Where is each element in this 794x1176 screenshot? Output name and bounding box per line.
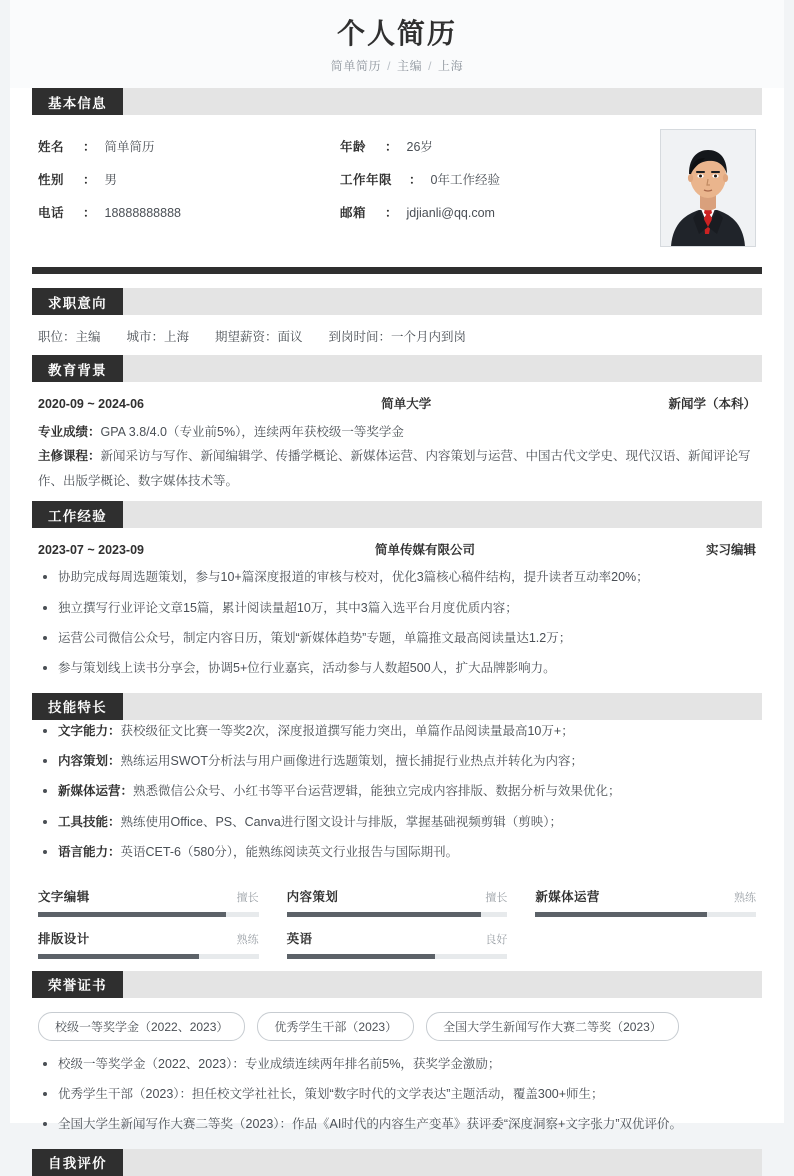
education-courses: 主修课程：新闻采访与写作、新闻编辑学、传播学概论、新媒体运营、内容策划与运营、中国古代文学史、现代汉语、新闻评论写作、出版学概论、数字媒体技术等。 [38, 449, 751, 488]
field-value: 简单简历 [104, 140, 155, 154]
list-item: 文字能力：获校级征文比赛一等奖2次，深度报道撰写能力突出，单篇作品阅读量最高10万+； [38, 722, 756, 741]
list-item: 优秀学生干部（2023）：担任校文学社社长，策划“数字时代的文学表达”主题活动，覆盖300+师生； [38, 1085, 756, 1104]
skill-bar [287, 929, 508, 959]
section-tab-label: 自我评价 [32, 1149, 123, 1176]
work-role: 实习编辑 [705, 543, 756, 558]
skill-bar-name: 英语 [286, 931, 313, 946]
education-courses-value: 新闻采访与写作、新闻编辑学、传播学概论、新媒体运营、内容策划与运营、中国古代文学史、现代汉语、新闻评论写作、出版学概论、数字媒体技术等。 [38, 449, 751, 488]
section-tab-label: 工作经验 [32, 501, 123, 528]
education-school: 简单大学 [381, 397, 432, 411]
section-bar-filler [123, 88, 762, 115]
field-value: 男 [104, 173, 118, 187]
skill-bar-level: 良好 [485, 933, 508, 946]
skill-bar [535, 887, 756, 917]
section-bar-filler [123, 355, 762, 382]
intention-city: 城市：上海 [126, 330, 190, 344]
skill-list [10, 720, 784, 877]
skill-bar [38, 929, 259, 959]
field-email [340, 203, 642, 221]
skill-text: 熟练运用SWOT分析法与用户画像进行选题策划，擅长捕捉行业热点并转化为内容； [120, 754, 584, 768]
list-item: 新媒体运营：熟悉微信公众号、小红书等平台运营逻辑，能独立完成内容排版、数据分析与效果优化； [38, 782, 756, 801]
section-header-work [32, 501, 762, 528]
avatar [660, 129, 756, 247]
field-phone [38, 203, 340, 221]
skill-bar-track [287, 912, 508, 917]
section-header-basic [32, 88, 762, 115]
field-colon: ： [83, 173, 96, 187]
field-colon: ： [409, 173, 422, 187]
field-work-years [340, 170, 642, 188]
field-label: 性别 [38, 173, 65, 187]
page-title: 个人简历 [336, 18, 457, 49]
field-value: jdjianli@qq.com [406, 206, 495, 220]
skill-text: 获校级征文比赛一等奖2次，深度报道撰写能力突出，单篇作品阅读量最高10万+； [120, 723, 574, 738]
field-label: 工作年限 [340, 173, 393, 187]
honor-detail-list [10, 1053, 784, 1149]
document-header [10, 0, 784, 88]
skill-bar-level: 擅长 [485, 891, 508, 904]
field-label: 邮箱 [340, 206, 367, 220]
skill-bar-track [38, 954, 259, 959]
section-header-intention [32, 288, 762, 315]
field-colon: ： [83, 206, 96, 220]
subtitle-role: 主编 [397, 59, 423, 73]
portrait-photo-icon [661, 130, 755, 246]
section-tab-label: 求职意向 [32, 288, 123, 315]
section-bar-filler [123, 288, 762, 315]
skill-bar [287, 887, 508, 917]
skill-label: 语言能力 [58, 845, 109, 860]
work-company: 简单传媒有限公司 [374, 543, 475, 558]
field-age [340, 137, 642, 155]
skill-bar-level: 熟练 [236, 933, 259, 946]
skill-bar-track [287, 954, 508, 959]
subtitle-separator: / [387, 59, 392, 73]
skill-label: 工具技能 [58, 814, 109, 829]
education-gpa-value: GPA 3.8/4.0（专业前5%），连续两年获校级一等奖学金 [100, 425, 404, 439]
skill-bar-header [38, 887, 259, 905]
skill-bar-grid [10, 877, 784, 971]
list-item: 校级一等奖学金（2022、2023）：专业成绩连续两年排名前5%，获奖学金激励； [38, 1055, 756, 1074]
section-header-selfeval [32, 1149, 762, 1176]
honor-chip[interactable]: 优秀学生干部（2023） [257, 1012, 414, 1041]
skill-text: 熟悉微信公众号、小红书等平台运营逻辑，能独立完成内容排版、数据分析与效果优化； [133, 784, 621, 799]
list-item: 全国大学生新闻写作大赛二等奖（2023）：作品《AI时代的内容生产变革》获评委“深度洞察+文字张力”双优评价。 [38, 1115, 756, 1134]
skill-label: 新媒体运营 [58, 784, 121, 799]
section-bar-filler [123, 501, 762, 528]
section-tab-label: 荣誉证书 [32, 971, 123, 998]
field-gender [38, 170, 340, 188]
education-degree: 新闻学（本科） [668, 397, 756, 411]
field-value: 26岁 [406, 140, 433, 154]
list-item: 协助完成每周选题策划，参与10+篇深度报道的审核与校对，优化3篇核心稿件结构，提升读者互动率20%； [38, 568, 756, 587]
skill-bar-track [535, 912, 756, 917]
basic-info-grid [38, 129, 642, 221]
skill-bar-header [38, 929, 259, 947]
skill-bar-header [287, 887, 508, 905]
skill-bar-header [535, 887, 756, 905]
skill-bar-fill [38, 912, 226, 917]
skill-bar-level: 熟练 [734, 891, 756, 904]
skill-bar-fill [535, 912, 707, 917]
skill-bar-fill [287, 954, 435, 959]
skill-bar-track [38, 912, 259, 917]
field-label: 电话 [38, 206, 65, 220]
intention-start-date: 到岗时间：一个月内到岗 [328, 330, 467, 344]
list-item: 语言能力：英语CET-6（580分），能熟练阅读英文行业报告与国际期刊。 [38, 843, 756, 862]
section-bar-filler [123, 693, 762, 720]
skill-bar-fill [38, 954, 199, 959]
education-gpa-label: 专业成绩 [38, 425, 89, 439]
honor-chip[interactable]: 校级一等奖学金（2022、2023） [38, 1012, 245, 1041]
field-label: 年龄 [340, 140, 367, 154]
list-item: 独立撰写行业评论文章15篇，累计阅读量超10万，其中3篇入选平台月度优质内容； [38, 599, 756, 618]
education-courses-label: 主修课程 [38, 449, 89, 464]
work-row [10, 528, 784, 566]
section-tab-label: 基本信息 [32, 88, 123, 115]
section-header-education [32, 355, 762, 382]
subtitle-separator: / [428, 59, 433, 73]
subtitle-city: 上海 [438, 59, 464, 73]
skill-bar [38, 887, 259, 917]
list-item: 工具技能：熟练使用Office、PS、Canva进行图文设计与排版，掌握基础视频剪辑（剪映）； [38, 813, 756, 832]
list-item: 参与策划线上读书分享会，协调5+位行业嘉宾，活动参与人数超500人，扩大品牌影响力。 [38, 659, 756, 678]
skill-bar-header [287, 929, 508, 947]
intention-salary: 期望薪资：面议 [215, 330, 303, 344]
list-item: 内容策划：熟练运用SWOT分析法与用户画像进行选题策划，擅长捕捉行业热点并转化为内容； [38, 752, 756, 771]
skill-bar-name: 内容策划 [286, 889, 339, 904]
field-value: 0年工作经验 [430, 173, 500, 187]
subtitle-name: 简单简历 [330, 59, 382, 73]
honor-chip-group [10, 998, 784, 1053]
work-duty-list [10, 566, 784, 693]
intention-line [10, 315, 784, 355]
section-header-honors [32, 971, 762, 998]
section-divider-rule [32, 267, 762, 274]
education-period: 2020-09 ~ 2024-06 [38, 397, 144, 411]
section-bar-filler [123, 1149, 762, 1176]
skill-text: 熟练使用Office、PS、Canva进行图文设计与排版，掌握基础视频剪辑（剪映）； [120, 814, 563, 829]
skill-bar-name: 排版设计 [38, 931, 90, 946]
field-label: 姓名 [38, 140, 65, 154]
section-bar-filler [123, 971, 762, 998]
skill-bar-empty-slot [535, 929, 756, 959]
basic-info-block [10, 115, 784, 257]
section-tab-label: 技能特长 [32, 693, 123, 720]
field-colon: ： [385, 140, 398, 154]
section-tab-label: 教育背景 [32, 355, 123, 382]
field-colon: ： [83, 140, 96, 154]
list-item: 运营公司微信公众号，制定内容日历，策划“新媒体趋势”专题，单篇推文最高阅读量达1.2万； [38, 629, 756, 648]
field-value: 18888888888 [104, 206, 181, 220]
skill-bar-fill [287, 912, 481, 917]
skill-bar-name: 新媒体运营 [535, 889, 600, 904]
skill-label: 内容策划 [58, 754, 109, 768]
education-row [10, 382, 784, 420]
section-header-skills [32, 693, 762, 720]
field-name [38, 137, 340, 155]
page-subtitle [10, 57, 784, 74]
intention-position: 职位：主编 [38, 330, 101, 344]
skill-label: 文字能力 [58, 723, 109, 738]
skill-bar-level: 擅长 [236, 891, 259, 904]
field-colon: ： [385, 206, 398, 220]
education-gpa: 专业成绩：GPA 3.8/4.0（专业前5%），连续两年获校级一等奖学金 [38, 425, 404, 439]
skill-bar-name: 文字编辑 [38, 889, 90, 904]
work-period: 2023-07 ~ 2023-09 [38, 543, 144, 558]
skill-text: 英语CET-6（580分），能熟练阅读英文行业报告与国际期刊。 [120, 845, 459, 860]
honor-chip[interactable]: 全国大学生新闻写作大赛二等奖（2023） [426, 1012, 679, 1041]
